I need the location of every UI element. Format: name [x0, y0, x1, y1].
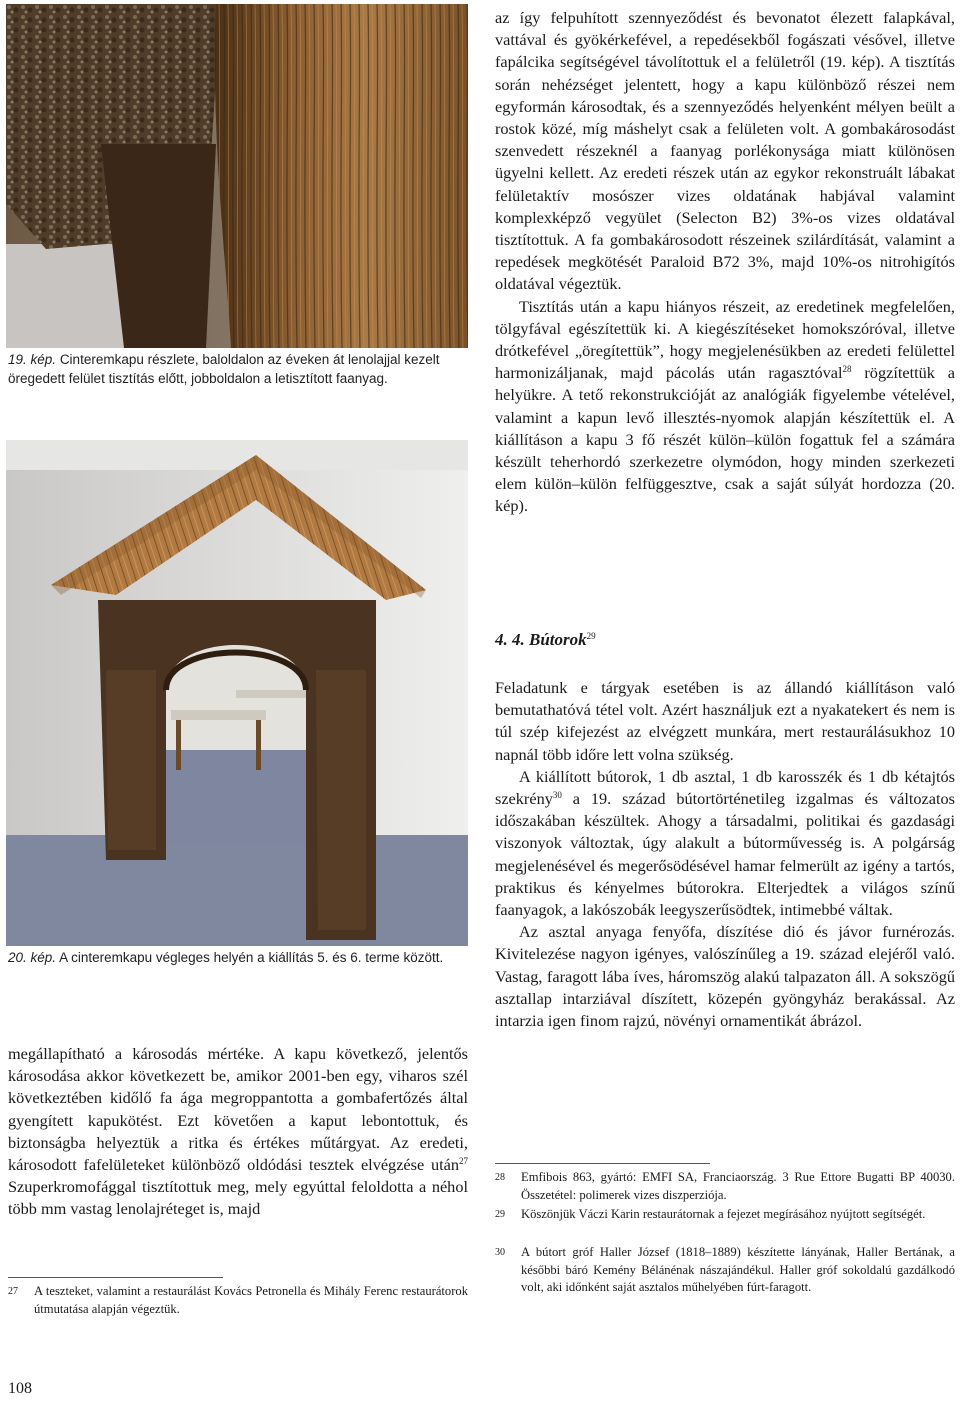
footnote-ref-29[interactable]: 29	[586, 631, 596, 641]
footnote-28	[495, 1169, 955, 1204]
right-paragraph-4: A kiállított bútorok, 1 db asztal, 1 db karosszék és 1 db kétajtós szekrény$^{30}$ a 19. század bútortörténetileg izgalmas és változatos időszakában készültek. Ahogy a társadalmi, politikai és gazdasági viszonyok változtak, úgy alakult a bútorművesség is. A polgárság megjelenésével és megerősödésével hamar felmerült az igény a tartós, praktikus és kényelmes bútorokra. Elterjedtek a világos színű faanyagok, a lakószobák leegyszerűsödtek, intimebbé váltak.	[495, 766, 955, 920]
footnote-29	[495, 1206, 955, 1224]
right-paragraph-1: az így felpuhított szennyeződést és bevonatot élezett falapkával, vattával és gyökérkefével, a repedésekből fogászati vésővel, illetve fapálcika segítségével távolítottuk el a felületről (19. kép). A tisztítás során nehézséget jelentett, hogy a kapu különböző részei nem egyformán károsodtak, és a szennyeződés helyenként mélyen beült a rostok közé, míg máshelyt csak a felületen volt. A gombakárosodást szenvedett részeknél a faanyag porlékonysága miatt különösen ügyelni kellett. Az eredeti részek után az egykor rekonstruált lábakat felületaktív mosószer vizes oldatának habjával valamint komplexképző vegyület (Selecton B2) 3%-os vizes oldatával tisztítottuk. A fa gombakárosodott részeinek szilárdítását, valamint a repedések megkötését Paraloid B72 3%, majd 10%-os nitrohigítós oldatával végeztük.	[495, 8, 955, 294]
figure-19-caption	[8, 350, 468, 388]
figure-19-caption-text: Cinteremkapu részlete, baloldalon az éveken át lenolajjal kezelt öregedett felület tisztítás előtt, jobboldalon a letisztított faanyag.	[8, 352, 440, 386]
footnote-number: 27	[8, 1286, 18, 1297]
right-column-text-2	[495, 677, 955, 1032]
left-paragraph: megállapítható a károsodás mértéke. A kapu következő, jelentős károsodása akkor következett be, amikor 2001-ben egy, viharos szél következtében kidőlő fa ága megroppantotta a gombafertőzés által gyengített kapukötést. Ezt követően a kaput lebontottuk, és biztonságba helyeztük a ritka és értékes műtárgyat. Az eredeti, károsodott fafelületeket különböző oldódási tesztek elvégzése után$^{27}$ Szuperkromofággal tisztítottuk meg, mely egyúttal feloldotta a néhol több mm vastag lenolajréteget is, majd	[8, 1044, 468, 1219]
figure-19-photo	[6, 4, 468, 348]
footnote-number: 30	[495, 1247, 505, 1258]
footnote-ref-28[interactable]: 28	[842, 364, 852, 375]
right-column-text	[495, 7, 955, 518]
left-footnote-rule	[8, 1277, 223, 1278]
right-paragraph-3: Feladatunk e tárgyak esetében is az állandó kiállításon való bemutathatóvá tétel volt. Azért használjuk ezt a nyakatekert és nem is túl szép kifejezést az elvégzett munkára, mert restaurálásukhoz 10 napnál több időre lett volna szükség.	[495, 678, 955, 764]
section-heading-text: 4. 4. Bútorok	[495, 630, 587, 649]
footnote-ref-30[interactable]: 30	[552, 790, 562, 801]
figure-20-caption-text: A cinteremkapu végleges helyén a kiállítás 5. és 6. terme között.	[59, 950, 444, 965]
right-paragraph-5: Az asztal anyaga fenyőfa, díszítése dió és jávor furnérozás. Kivitelezése nagyon igényes, valószínűleg a 19. század elejéről való. Vastag, faragott lába íves, háromszög alakú talpazaton áll. A sokszögű asztallap intarziával díszített, közepén gyöngyház berakással. Az intarzia igen finom rajzú, növényi ornamentikát ábrázol.	[495, 922, 955, 1031]
footnote-text: Emfibois 863, gyártó: EMFI SA, Franciaország. 3 Rue Ettore Bugatti BP 40030. Összetétel: polimerek vizes diszperziója.	[521, 1170, 955, 1202]
wood-surface-image	[6, 4, 468, 348]
right-footnote-rule	[495, 1163, 710, 1164]
left-column-text	[8, 1043, 468, 1221]
footnote-text: A bútort gróf Haller József (1818–1889) készítette lányának, Haller Bertának, a későbbi báró Kemény Bélánénak nászajándékul. Haller gróf sokoldalú gazdálkodó volt, aki időnként saját asztalos műhelyében fúrt-faragott.	[521, 1245, 955, 1295]
footnote-30	[495, 1244, 955, 1297]
footnote-27	[8, 1283, 468, 1318]
figure-20-caption	[8, 948, 468, 967]
footnote-number: 29	[495, 1209, 505, 1220]
right-paragraph-2: Tisztítás után a kapu hiányos részeit, az eredetinek megfelelően, tölgyfával egészítettük ki. A kiegészítéseket homokszóróval, illetve drótkefével „öregítettük”, hogy megjelenésükben az eredeti felülettel harmonizáljanak, majd pácolás után ragasztóval$^{28}$ rögzítettük a helyükre. A tető rekonstrukcióját az analógiák figyelembe vételével, valamint a kapun levő illesztés-nyomok alapján készítettük el. A kiállításon a kapu 3 fő részét külön–külön fogattuk fel a számára készült teherhordó szerkezetre olymódon, hogy minden szerkezeti elem külön–külön felfüggesztve, csak a saját súlyát hordozza (20. kép).	[495, 296, 955, 516]
footnote-text: A teszteket, valamint a restaurálást Kovács Petronella és Mihály Ferenc restaurátorok útmutatása alapján végeztük.	[34, 1284, 468, 1316]
figure-20-label: 20. kép.	[8, 950, 57, 965]
page-number: 108	[8, 1380, 32, 1397]
gate-image	[6, 440, 468, 946]
footnote-number: 28	[495, 1172, 505, 1183]
footnote-text: Köszönjük Váczi Karin restaurátornak a fejezet megírásához nyújtott segítségét.	[521, 1207, 926, 1221]
figure-19-label: 19. kép.	[8, 352, 57, 367]
figure-20-photo	[6, 440, 468, 946]
section-heading	[495, 630, 955, 650]
footnote-ref-27[interactable]: 27	[459, 1156, 468, 1167]
